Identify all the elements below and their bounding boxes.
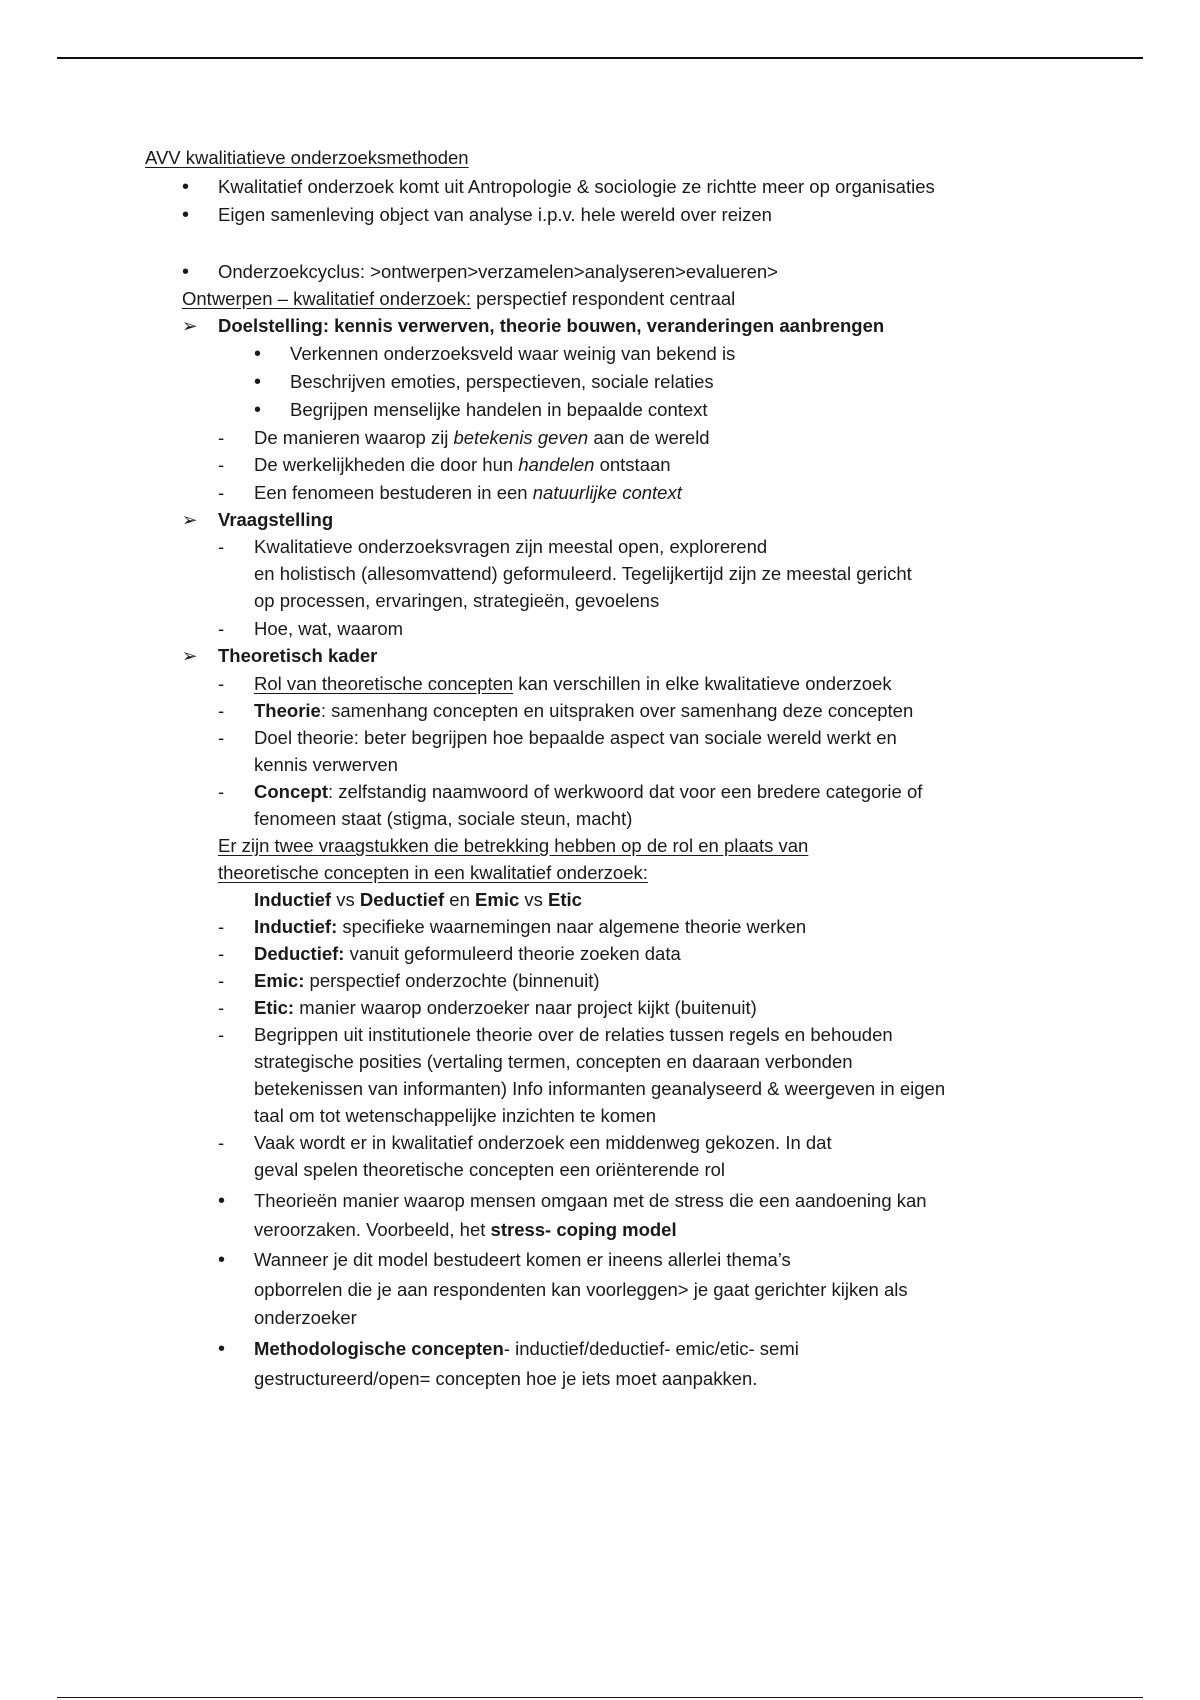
- underlined-text: Rol van theoretische concepten: [254, 673, 514, 694]
- doelstelling-dash-1: [254, 427, 710, 449]
- bold-term: stress- coping model: [490, 1219, 677, 1240]
- dash-marker: -: [218, 943, 225, 964]
- methodologisch-line-2: gestructureerd/open= concepten hoe je iets moet aanpakken.: [254, 1368, 758, 1389]
- emphasis: natuurlijke context: [532, 482, 682, 503]
- text: - inductief/deductief- emic/etic- semi: [503, 1338, 799, 1359]
- vraagstukken-line-1: Er zijn twee vraagstukken die betrekking hebben op de rol en plaats van: [218, 835, 809, 856]
- dash-marker: -: [218, 700, 225, 721]
- dash-marker: -: [218, 997, 225, 1018]
- bold-term: Deductief: [359, 889, 445, 910]
- arrow-marker: ➢: [182, 509, 198, 530]
- bold-term: Inductief: [254, 889, 332, 910]
- bullet-marker: [218, 1249, 225, 1271]
- begrippen-line-1: Begrippen uit institutionele theorie over de relaties tussen regels en behouden: [254, 1024, 893, 1045]
- bold-term: Emic: [475, 889, 520, 910]
- bold-term: Etic: [548, 889, 582, 910]
- text: Een fenomeen bestuderen in een: [254, 482, 533, 503]
- dash-marker: -: [218, 427, 225, 448]
- bottom-rule: [57, 1697, 1143, 1698]
- etic-line: [254, 997, 757, 1019]
- theorie-line: [254, 700, 913, 722]
- vaak-line-2: geval spelen theoretische concepten een oriënterende rol: [254, 1159, 726, 1180]
- methodologisch-line-1: [254, 1338, 799, 1360]
- top-rule: [57, 57, 1143, 59]
- dash-marker: -: [218, 482, 225, 503]
- text: De manieren waarop zij: [254, 427, 454, 448]
- model-line-2: opborrelen die je aan respondenten kan voorleggen> je gaat gerichter kijken als: [254, 1279, 908, 1300]
- bullet-marker: [182, 261, 189, 283]
- bold-term: Emic:: [254, 970, 305, 991]
- begrippen-line-3: betekenissen van informanten) Info informanten geanalyseerd & weergeven in eigen: [254, 1078, 946, 1099]
- inductief-line: [254, 916, 806, 938]
- intro-item-2: Eigen samenleving object van analyse i.p.v. hele wereld over reizen: [218, 204, 772, 225]
- text: vs: [331, 889, 360, 910]
- model-line-1: Wanneer je dit model bestudeert komen er ineens allerlei thema’s: [254, 1249, 791, 1270]
- rol-line: [254, 673, 892, 695]
- bold-term: Inductief:: [254, 916, 338, 937]
- emic-line: [254, 970, 600, 992]
- bullet-marker: [254, 371, 261, 393]
- dash-marker: -: [218, 454, 225, 475]
- page-title: AVV kwalitiatieve onderzoeksmethoden: [145, 147, 469, 168]
- bold-term: Theorie: [254, 700, 321, 721]
- text: : samenhang concepten en uitspraken over samenhang deze concepten: [320, 700, 914, 721]
- bullet-marker: [182, 176, 189, 198]
- emphasis: betekenis geven: [453, 427, 589, 448]
- bold-term: Etic:: [254, 997, 295, 1018]
- vraagstukken-line-2: theoretische concepten in een kwalitatief onderzoek:: [218, 862, 648, 883]
- bullet-marker: [218, 1338, 225, 1360]
- dash-marker: -: [218, 970, 225, 991]
- dash-marker: -: [218, 536, 225, 557]
- text: en: [444, 889, 476, 910]
- bullet-marker: [254, 399, 261, 421]
- vraagstelling-dash-2: Hoe, wat, waarom: [254, 618, 404, 639]
- doelstelling-heading-text: Doelstelling: kennis verwerven, theorie bouwen, veranderingen aanbrengen: [218, 315, 885, 336]
- dash-marker: -: [218, 916, 225, 937]
- text: aan de wereld: [588, 427, 710, 448]
- vraagstelling-line-1: Kwalitatieve onderzoeksvragen zijn meestal open, explorerend: [254, 536, 768, 557]
- text: De werkelijkheden die door hun: [254, 454, 519, 475]
- text: vs: [519, 889, 549, 910]
- ontwerpen-line: [182, 288, 735, 310]
- model-line-3: onderzoeker: [254, 1307, 357, 1328]
- heading-text: Theoretisch kader: [218, 645, 378, 666]
- doelstelling-bullet-3: Begrijpen menselijke handelen in bepaalde context: [290, 399, 708, 420]
- stress-line-1: Theorieën manier waarop mensen omgaan met de stress die een aandoening kan: [254, 1190, 927, 1211]
- dash-marker: -: [218, 1132, 225, 1153]
- text: vanuit geformuleerd theorie zoeken data: [344, 943, 681, 964]
- doelstelling-bullet-1: Verkennen onderzoeksveld waar weinig van bekend is: [290, 343, 736, 364]
- bold-term: Concept: [254, 781, 328, 802]
- begrippen-line-2: strategische posities (vertaling termen, concepten en daaraan verbonden: [254, 1051, 853, 1072]
- bold-term: Deductief:: [254, 943, 345, 964]
- dash-marker: -: [218, 618, 225, 639]
- arrow-marker: ➢: [182, 645, 198, 666]
- doelstelling-heading: [218, 315, 884, 337]
- ontwerpen-rest: perspectief respondent centraal: [470, 288, 736, 309]
- bullet-marker: [254, 343, 261, 365]
- vraagstelling-line-2: en holistisch (allesomvattend) geformuleerd. Tegelijkertijd zijn ze meestal gericht: [254, 563, 912, 584]
- ontwerpen-heading: Ontwerpen – kwalitatief onderzoek:: [182, 288, 471, 309]
- text: manier waarop onderzoeker naar project kijkt (buitenuit): [294, 997, 757, 1018]
- concept-line-1: [254, 781, 922, 803]
- doelstelling-bullet-2: Beschrijven emoties, perspectieven, sociale relaties: [290, 371, 714, 392]
- deductief-line: [254, 943, 681, 965]
- bullet-marker: [182, 204, 189, 226]
- intro-item-1: Kwalitatief onderzoek komt uit Antropologie & sociologie ze richtte meer op organisaties: [218, 176, 935, 197]
- intro-item-3: Onderzoekcyclus: >ontwerpen>verzamelen>analyseren>evalueren>: [218, 261, 778, 282]
- dash-marker: -: [218, 673, 225, 694]
- text: specifieke waarnemingen naar algemene theorie werken: [337, 916, 807, 937]
- text: veroorzaken. Voorbeeld, het: [254, 1219, 491, 1240]
- text: : zelfstandig naamwoord of werkwoord dat voor een bredere categorie of: [328, 781, 923, 802]
- bullet-marker: [218, 1190, 225, 1212]
- text: perspectief onderzochte (binnenuit): [304, 970, 600, 991]
- concept-line-2: fenomeen staat (stigma, sociale steun, macht): [254, 808, 633, 829]
- bold-term: Methodologische concepten: [254, 1338, 504, 1359]
- doelstelling-dash-2: [254, 454, 671, 476]
- vraagstelling-line-3: op processen, ervaringen, strategieën, gevoelens: [254, 590, 660, 611]
- inductief-deductief-line: [254, 889, 582, 911]
- arrow-marker: ➢: [182, 315, 198, 336]
- theoretisch-heading: [218, 645, 377, 667]
- text: kan verschillen in elke kwalitatieve onderzoek: [513, 673, 892, 694]
- doel-line-1: Doel theorie: beter begrijpen hoe bepaalde aspect van sociale wereld werkt en: [254, 727, 897, 748]
- dash-marker: -: [218, 781, 225, 802]
- text: ontstaan: [594, 454, 671, 475]
- vraagstelling-heading: [218, 509, 333, 531]
- doelstelling-dash-3: [254, 482, 682, 504]
- emphasis: handelen: [518, 454, 595, 475]
- begrippen-line-4: taal om tot wetenschappelijke inzichten te komen: [254, 1105, 657, 1126]
- dash-marker: -: [218, 1024, 225, 1045]
- stress-line-2: [254, 1219, 677, 1241]
- heading-text: Vraagstelling: [218, 509, 334, 530]
- dash-marker: -: [218, 727, 225, 748]
- doel-line-2: kennis verwerven: [254, 754, 398, 775]
- vaak-line-1: Vaak wordt er in kwalitatief onderzoek een middenweg gekozen. In dat: [254, 1132, 832, 1153]
